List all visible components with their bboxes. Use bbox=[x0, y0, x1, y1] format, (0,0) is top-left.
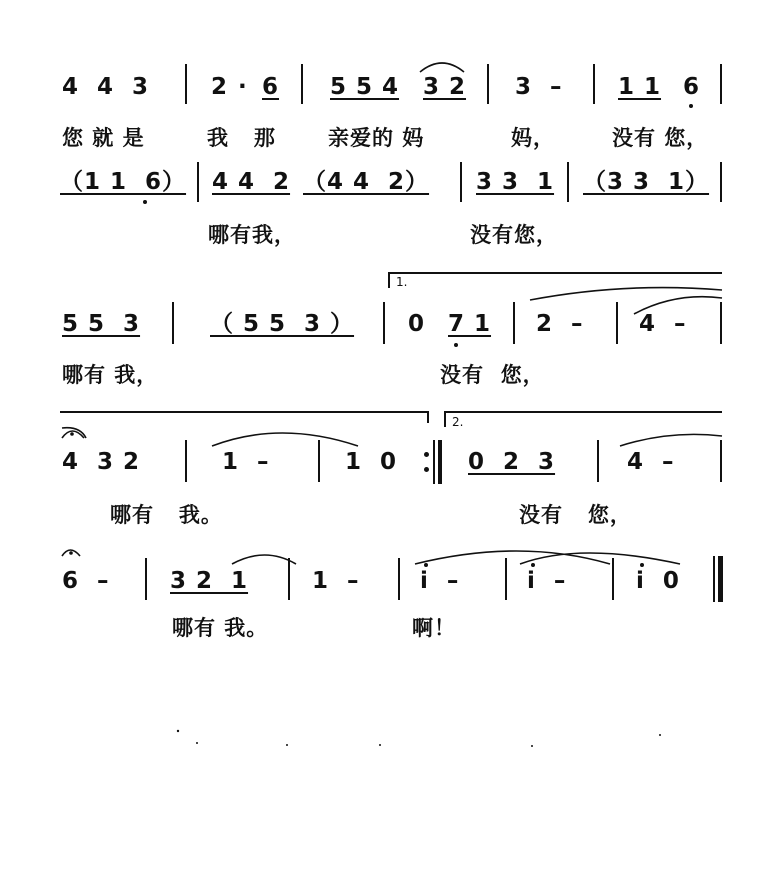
note-group: 5 5 3 bbox=[62, 311, 141, 337]
note-group: 6 bbox=[683, 74, 701, 100]
high-octave-dot bbox=[424, 563, 428, 567]
barline bbox=[172, 302, 174, 344]
lyric: 您 就 是 bbox=[62, 126, 145, 150]
note-group: 6 bbox=[262, 74, 280, 100]
note-group: 4 4 2 bbox=[212, 169, 291, 195]
tie bbox=[520, 553, 680, 564]
repeat-dot bbox=[424, 467, 429, 472]
volta-bracket-edge bbox=[427, 411, 429, 423]
lyric: 哪有 我。 bbox=[110, 503, 223, 527]
note-group: i – bbox=[420, 568, 460, 594]
volta-bracket-edge bbox=[444, 411, 446, 427]
lyric: 啊！ bbox=[412, 616, 456, 640]
tie bbox=[620, 434, 722, 446]
tie bbox=[530, 288, 722, 300]
note-group: 7 1 bbox=[448, 311, 492, 337]
note-group: 6 – bbox=[62, 568, 110, 594]
barline bbox=[383, 302, 385, 344]
note-group: 2 – bbox=[536, 311, 584, 337]
barline bbox=[145, 558, 147, 600]
barline bbox=[460, 162, 462, 202]
barline bbox=[487, 64, 489, 104]
repeat-barline-thin bbox=[433, 440, 435, 484]
lyric: 哪有 我， bbox=[62, 363, 159, 387]
barline bbox=[398, 558, 400, 600]
barline bbox=[720, 64, 722, 104]
barline bbox=[185, 440, 187, 482]
note-group: 0 2 3 bbox=[468, 449, 556, 475]
lyric: 哪有 我。 bbox=[172, 616, 269, 640]
barline bbox=[720, 302, 722, 344]
tie bbox=[232, 555, 296, 564]
barline bbox=[185, 64, 187, 104]
note-group: 4 4 3 bbox=[62, 74, 150, 100]
note-group: 2 bbox=[211, 74, 229, 100]
note-group: 4 – bbox=[639, 311, 687, 337]
lyric: 没有您， bbox=[470, 223, 558, 247]
note-group: 3 2 1 bbox=[170, 568, 249, 594]
note-group: 4 3 2 bbox=[62, 449, 141, 475]
high-octave-dot bbox=[531, 563, 535, 567]
note-group: 0 bbox=[408, 311, 426, 337]
barline bbox=[567, 162, 569, 202]
barline bbox=[616, 302, 618, 344]
note-group: 5 5 4 bbox=[330, 74, 400, 100]
high-octave-dot bbox=[640, 563, 644, 567]
note-group: 3 2 bbox=[423, 74, 467, 100]
lyric: 没有 您， bbox=[519, 503, 632, 527]
final-barline-thin bbox=[713, 556, 715, 602]
barline bbox=[301, 64, 303, 104]
volta-number: 1. bbox=[396, 275, 408, 289]
volta-bracket-edge bbox=[388, 272, 390, 288]
volta-bracket bbox=[388, 272, 722, 274]
volta-number: 2. bbox=[452, 415, 464, 429]
lyric: 我 那 bbox=[207, 126, 276, 150]
fermata-dot bbox=[69, 551, 73, 555]
note-group: 3 3 1 bbox=[476, 169, 555, 195]
slur bbox=[420, 63, 464, 72]
barline bbox=[612, 558, 614, 600]
note-group: 3 – bbox=[515, 74, 563, 100]
lyric: 哪有我， bbox=[208, 223, 296, 247]
barline bbox=[288, 558, 290, 600]
note-group: 1 – bbox=[312, 568, 360, 594]
tie bbox=[62, 428, 86, 438]
volta-bracket bbox=[60, 411, 428, 413]
barline bbox=[505, 558, 507, 600]
barline bbox=[318, 440, 320, 482]
note-group: （4 4 2） bbox=[303, 169, 430, 195]
note-group: （3 3 1） bbox=[583, 169, 710, 195]
note-group: （1 1 6） bbox=[60, 169, 187, 195]
lyric: 亲爱的 妈 bbox=[328, 126, 425, 150]
final-barline-thick bbox=[718, 556, 723, 602]
note-group: i – bbox=[527, 568, 567, 594]
repeat-dot bbox=[424, 452, 429, 457]
tie bbox=[212, 433, 358, 446]
note-group: 1 – bbox=[222, 449, 270, 475]
barline bbox=[197, 162, 199, 202]
barline bbox=[720, 162, 722, 202]
note-group: i 0 bbox=[636, 568, 680, 594]
low-octave-dot bbox=[143, 200, 147, 204]
fermata bbox=[62, 550, 80, 556]
fermata bbox=[62, 431, 84, 438]
fermata-dot bbox=[70, 432, 74, 436]
repeat-barline-thick bbox=[438, 440, 442, 484]
barline bbox=[597, 440, 599, 482]
lyric: 妈， bbox=[511, 126, 555, 150]
low-octave-dot bbox=[454, 343, 458, 347]
low-octave-dot bbox=[689, 104, 693, 108]
note-group: 1 1 bbox=[618, 74, 662, 100]
volta-bracket bbox=[444, 411, 722, 413]
barline bbox=[720, 440, 722, 482]
barline bbox=[593, 64, 595, 104]
dot-rhythm: · bbox=[238, 74, 248, 100]
note-group: 1 0 bbox=[345, 449, 398, 475]
note-group: 4 – bbox=[627, 449, 675, 475]
lyric: 没有 您， bbox=[440, 363, 545, 387]
note-group: （ 5 5 3 ） bbox=[210, 311, 355, 337]
lyric: 没有 您， bbox=[612, 126, 709, 150]
barline bbox=[513, 302, 515, 344]
tie bbox=[415, 551, 610, 564]
